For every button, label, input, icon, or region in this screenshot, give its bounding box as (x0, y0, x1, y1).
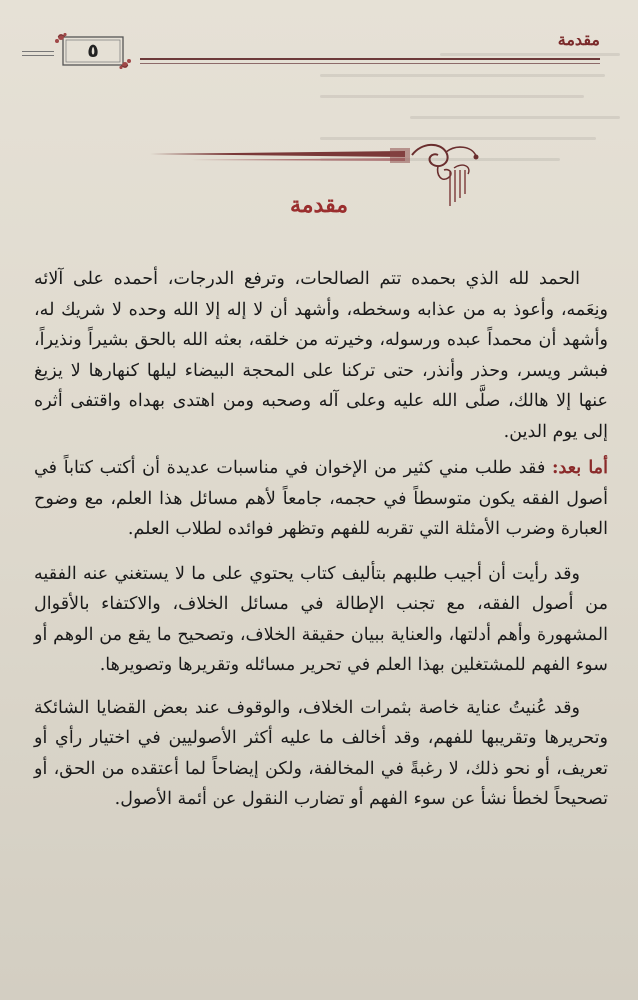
chapter-title: مقدمة (289, 192, 349, 218)
header-rule (140, 58, 600, 64)
paragraph-amma-bad (34, 453, 608, 545)
body-text (34, 264, 608, 827)
page-number: ٥ (87, 40, 99, 62)
running-header (0, 0, 638, 80)
paragraph-plan: وقد رأيت أن أجيب طلبهم بتأليف كتاب يحتوي على ما لا يستغني عنه الفقيه من أصول الفقه، مع تجنب الإطالة في مسائل الخلاف، والاكتفاء بالأقوال المشهورة وأهم أدلتها، والعناية ببيان حقيقة الخلاف، وتصحيح ما يقع من الوهم أو سوء الفهم للمشتغلين بهذا العلم في تحرير مسائله وتقريرها وتصويرها. (34, 563, 608, 675)
header-left-rule (22, 51, 54, 59)
paragraph-method: وقد عُنيتُ عناية خاصة بثمرات الخلاف، والوقوف عند بعض القضايا الشائكة وتحريرها وتقريبها للفهم، وقد أخالف ما عليه أكثر الأصوليين في اختيار رأي أو تعريف، أو نحو ذلك، لا رغبةً في المخالفة، ولكن إيضاحاً لما أعتقده من الحق، أو تصحيحاً لخطأ نشأ عن سوء الفهم أو تضارب النقول عن أئمة الأصول. (34, 697, 608, 809)
page-number-badge (54, 33, 132, 69)
paragraph-lead: أما بعد: (552, 457, 608, 478)
paragraph-praise: الحمد لله الذي بحمده تتم الصالحات، وترفع الدرجات، أحمده على آلائه ونِعَمه، وأعوذ به من عذابه وسخطه، وأشهد أن لا إله إلا الله وحده لا شريك له، وأشهد أن محمداً عبده ورسوله، وخيرته من خلقه، بعثه الله بالحق بشيراً ونذيراً، فبشر ويسر، وحذر وأنذر، حتى تركنا على المحجة البيضاء ليلها كنهارها لا يزيغ عنها إلا هالك، صلَّى الله عليه وعلى آله وصحبه ومن اهتدى بهداه واقتفى أثره إلى يوم الدين. (34, 269, 608, 442)
running-title: مقدمة (557, 30, 600, 49)
paragraph-request: فقد طلب مني كثير من الإخوان في مناسبات عديدة أن أكتب كتاباً في أصول الفقه يكون متوسطاً في حجمه، جامعاً لأهم مسائل هذا العلم، مع وضوح العبارة وضرب الأمثلة التي تقربه للفهم وتظهر فوائده لطلاب العلم. (34, 458, 608, 539)
